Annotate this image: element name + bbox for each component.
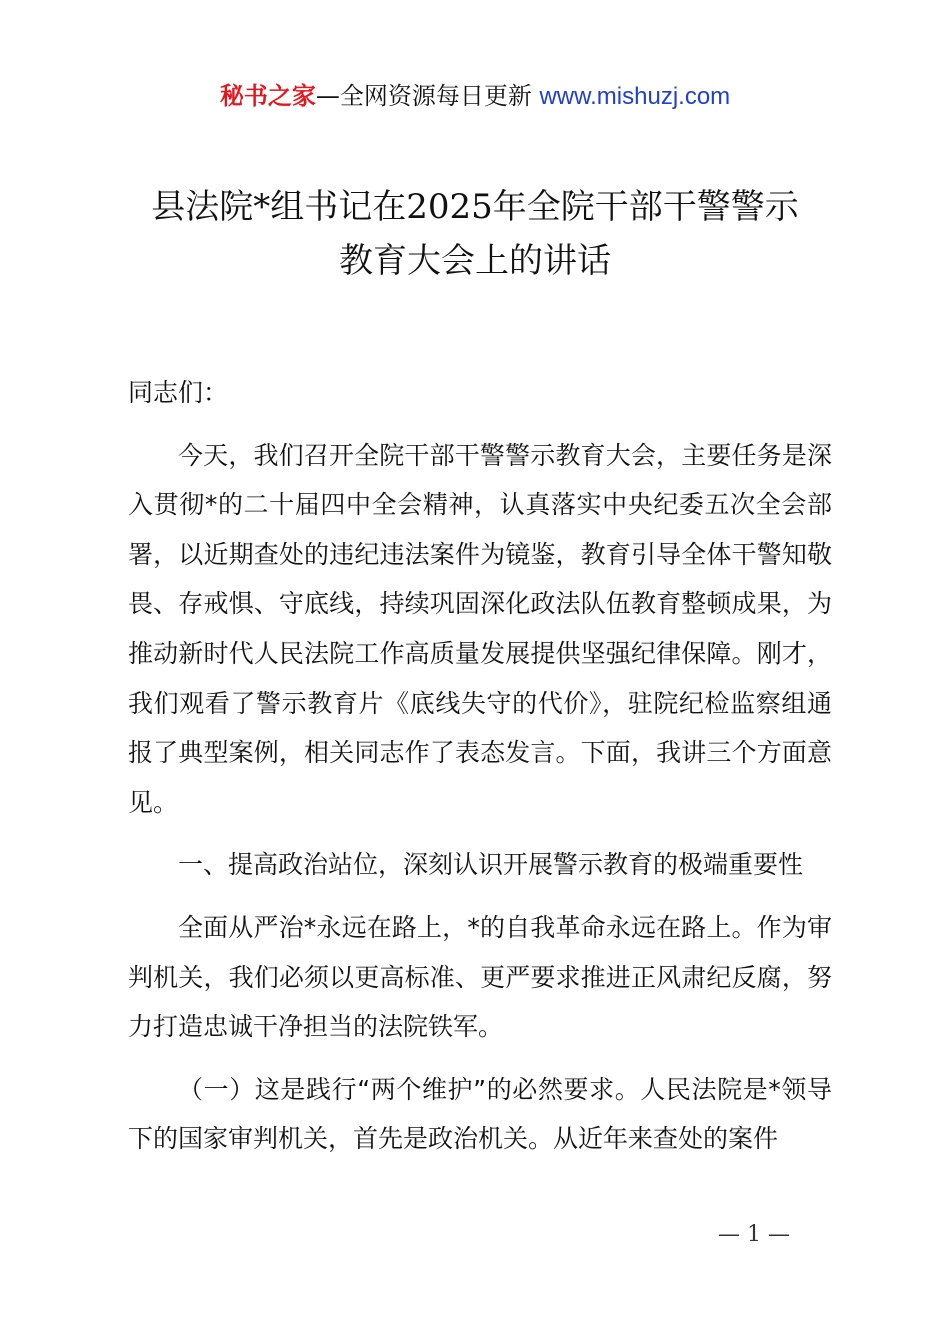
document-body [128,368,832,1177]
page-number: — 1 — [718,1222,790,1247]
title-line-1: 县法院*组书记在2025年全院干部干警警示 [151,187,799,227]
site-slogan: —全网资源每日更新 [315,82,540,110]
paragraph: 今天，我们召开全院干部干警警示教育大会，主要任务是深入贯彻*的二十届四中全会精神，认真落实中央纪委五次全会部署，以近期查处的违纪违法案件为镜鉴，教育引导全体干警知敬畏、存戒惧、守底线，持续巩固深化政法队伍教育整顿成果，为推动新时代人民法院工作高质量发展提供坚强纪律保障。刚才，我们观看了警示教育片《底线失守的代价》，驻院纪检监察组通报了典型案例，相关同志作了表态发言。下面，我讲三个方面意见。 [128,440,832,817]
section-heading: 一、提高政治站位，深刻认识开展警示教育的极端重要性 [178,850,804,880]
salutation: 同志们： [128,378,229,407]
paragraph: 全面从严治*永远在路上，*的自我革命永远在路上。作为审判机关，我们必须以更高标准、更严要求推进正风肃纪反腐，努力打造忠诚干净担当的法院铁军。 [128,912,832,1042]
site-header [0,80,950,113]
document-title [0,180,950,288]
title-line-2: 教育大会上的讲话 [339,241,611,281]
paragraph: （一）这是践行“两个维护”的必然要求。人民法院是*领导下的国家审判机关，首先是政治机关。从近年来查处的案件 [128,1074,832,1154]
brand-name: 秘书之家 [219,82,316,110]
site-url-link[interactable]: www.mishuzj.com [539,83,731,110]
